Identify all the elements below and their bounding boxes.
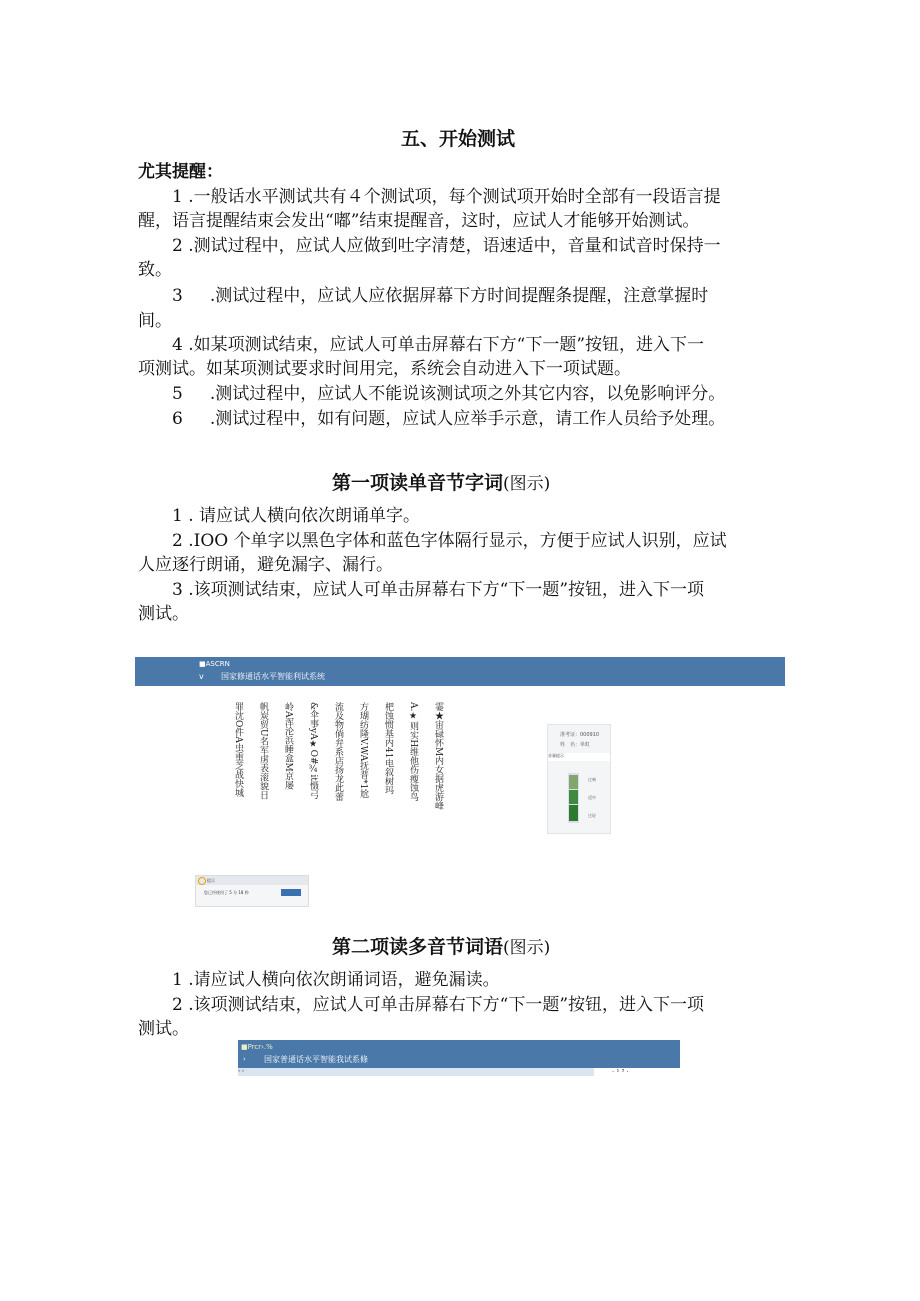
chevron-right-icon[interactable]: › [243, 1055, 246, 1063]
character-column: 方瑚纺隆V.WA抚普*1尬 [358, 702, 368, 799]
part2-title: 第二项读多音节词语(图示) [332, 936, 551, 958]
part1-item-3-line-2: 测试。 [138, 604, 189, 624]
character-column: 杷蚀惯基内41电叙树玛 [383, 702, 393, 795]
app-title: 国家修通话水平智能利试系统 [221, 672, 325, 681]
notice-4-line-2: 项测试。如某项测试要求时间用完，系统会自动进入下一项试题。 [138, 359, 631, 379]
part1-screenshot [135, 657, 785, 845]
part2-item-1: 1 .请应试人横向依次朗诵词语，避免漏读。 [172, 970, 500, 990]
section-title: 五、开始测试 [401, 128, 516, 150]
part2-screenshot [238, 1040, 680, 1076]
candidate-name: 姓 名：单虹 [560, 742, 591, 748]
app-title: 国家普通话水平智能我试系條 [264, 1055, 368, 1064]
notice-4-line-1: 4 .如某项测试结束，应试人可单击屏幕右下方“下一题”按钮，进入下一 [172, 335, 705, 355]
character-column: 帆炭贸U名军虏表滚貌日 [258, 702, 268, 800]
part1-title: 第一项读单音节字词(图示) [332, 472, 551, 494]
part1-item-3-line-1: 3 .该项测试结束，应试人可单击屏幕右下方“下一题”按钮，进入下一项 [172, 580, 705, 600]
notice-2-line-2: 致。 [138, 260, 172, 280]
notice-3-line-2: 间。 [138, 311, 172, 331]
volume-tab[interactable]: 音量提示 [548, 753, 610, 761]
timer-header [196, 876, 308, 885]
candidate-panel [547, 724, 611, 834]
part1-item-2-line-1: 2 .IOO 个单字以黑色字体和蓝色字体隔行显示，方便于应试人识别，应试 [172, 531, 727, 551]
notice-3-line-1: 3 .测试过程中，应试人应依据屏幕下方时间提醒条提醒，注意掌握时 [172, 286, 709, 306]
part1-item-2-line-2: 人应逐行朗诵，避免漏字、漏行。 [138, 555, 393, 575]
volume-label-high: 过响 [588, 777, 596, 782]
time-reminder-bar [195, 875, 309, 907]
volume-label-mid: 适中 [588, 795, 596, 800]
notice-1-line-1: 1 .一般话水平测试共有４个测试项，每个测试项开始时全部有一段语言提 [172, 187, 721, 207]
notice-2-line-1: 2 .测试过程中，应试人应做到吐字清楚，语速适中，音量和试音时保持一 [172, 236, 721, 256]
timer-message: 您已经使用了 5 分 18 秒 [204, 890, 249, 895]
volume-meter [568, 773, 579, 823]
character-column: 流及物倘弁系店扬龙此蕾 [333, 702, 343, 801]
character-column: 罪沈O件A虫重芝战快城 [233, 702, 243, 797]
candidate-id: 准考证：000910 [560, 732, 600, 738]
notice-6-line-1: 6 .测试过程中，如有问题，应试人应举手示意，请工作人员给予处理。 [172, 409, 726, 429]
notice-1-line-2: 醒，语言提醒结束会发出“嘟”结束提醒音，这时，应试人才能够开始测试。 [138, 211, 700, 231]
timer-ok-button[interactable] [281, 889, 301, 896]
character-column: 霎★宙碌怀M内女据虎游峰 [433, 702, 443, 811]
timer-title: 提示 [207, 878, 215, 883]
volume-label-low: 过轻 [588, 813, 596, 818]
chevron-down-icon[interactable]: v [199, 672, 204, 681]
app-brand: ■Prcr›.% [241, 1043, 273, 1051]
part1-item-1: 1 . 请应试人横向依次朗诵单字。 [172, 506, 421, 526]
sub-toolbar: « « [238, 1068, 594, 1076]
part2-item-2-line-1: 2 .该项测试结束，应试人可单击屏幕右下方“下一题”按钮，进入下一项 [172, 995, 705, 1015]
notice-label: 尤其提醒： [138, 162, 223, 182]
part2-item-2-line-2: 测试。 [138, 1019, 189, 1039]
character-column: &伞事yA★O#¾it慑弓 [308, 702, 318, 800]
clock-icon [198, 877, 206, 885]
status-indicator: · ¹ ³ · [612, 1068, 629, 1076]
notice-5-line-1: 5 .测试过程中，应试人不能说该测试项之外其它内容，以免影响评分。 [172, 384, 726, 404]
character-column: A.★则实H维他伤瘦蚀鸟 [408, 702, 418, 802]
app-title-bar [135, 657, 785, 686]
character-column: 岭A浑沦浜睡盒M京屡 [283, 702, 293, 790]
app-title-bar [238, 1040, 680, 1068]
app-brand: ■ASCRN [199, 660, 230, 668]
